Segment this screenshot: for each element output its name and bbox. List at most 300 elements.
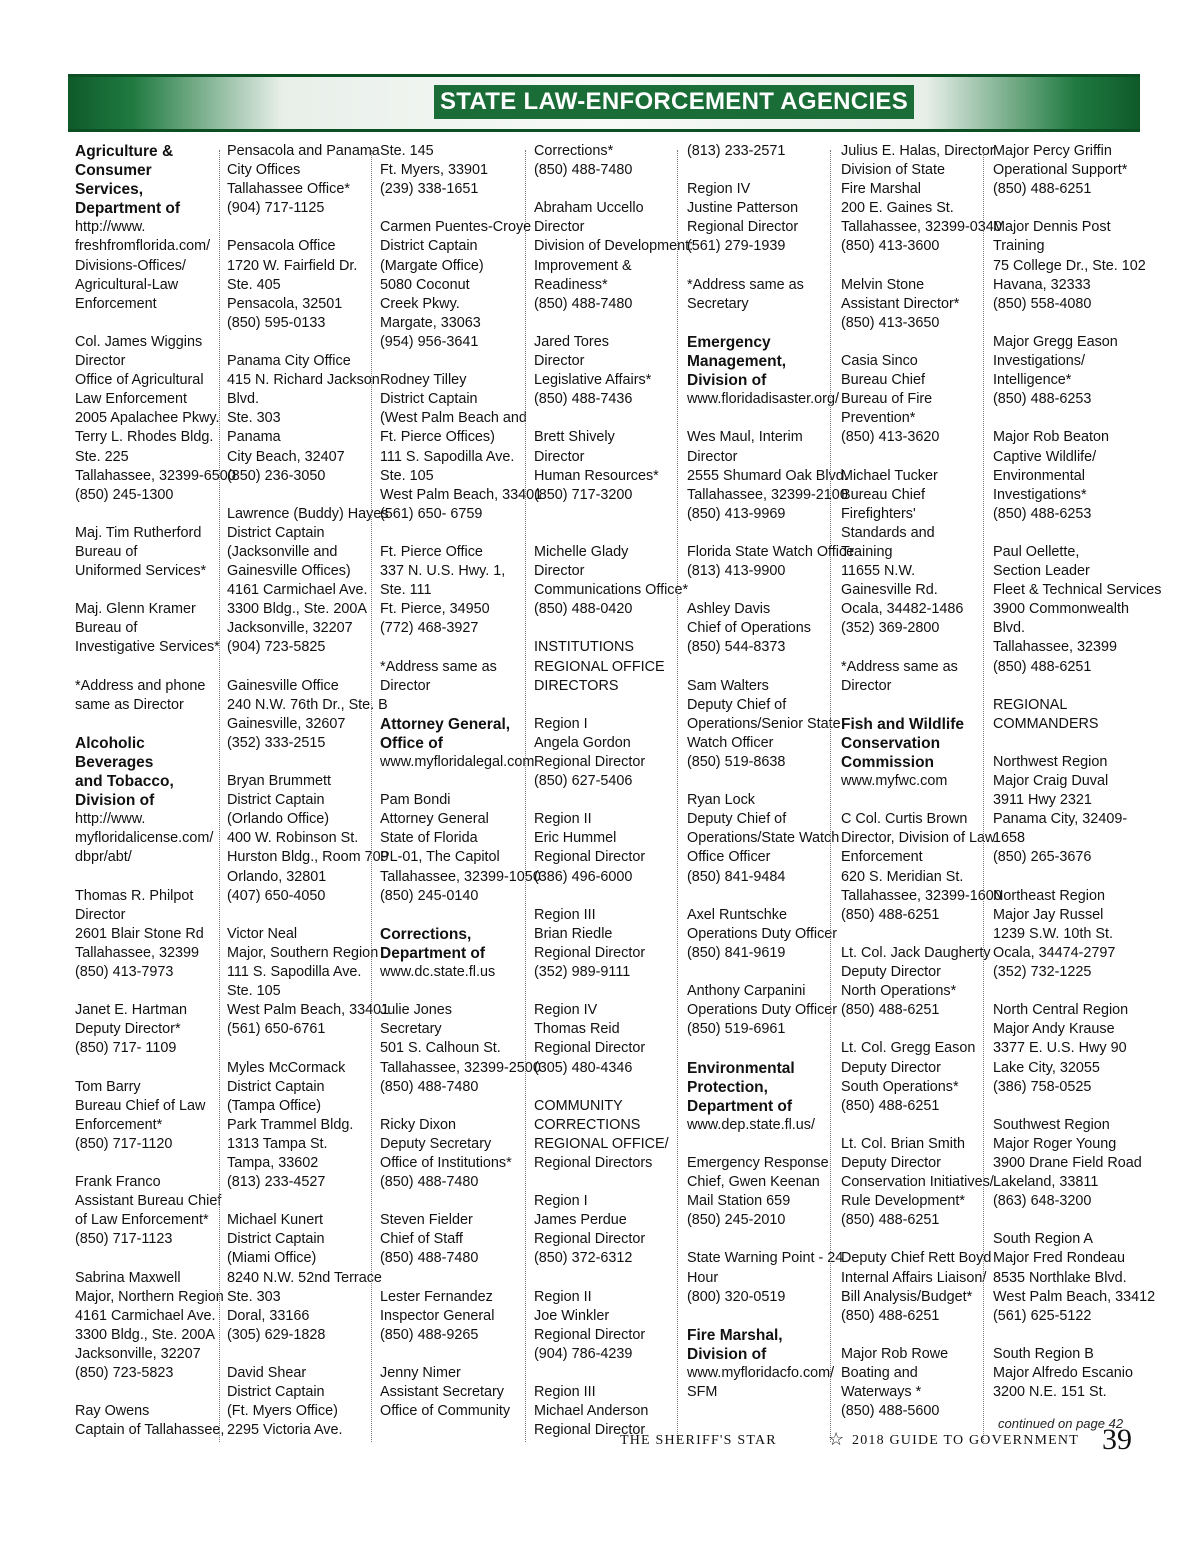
entry-text-line: Standards and [841,524,935,541]
entry-text-line: Ray Owens [75,1403,150,1420]
entry-text-line: Director [534,219,585,236]
entry-text-line: 1720 W. Fairfield Dr. [227,257,358,274]
entry-text-line: dbpr/abt/ [75,849,132,866]
entry-text-line: (850) 245-2010 [687,1212,786,1229]
contact-entry [841,944,989,1020]
entry-text-line: Deputy Director [841,964,941,981]
entry-text-line: Ashley Davis [687,601,771,618]
entry-text-line: State Warning Point - 24 [687,1250,844,1267]
page-number: 39 [1102,1423,1132,1456]
entry-text-line: Region IV [534,1002,598,1019]
entry-text-line: Assistant Secretary [380,1384,504,1401]
entry-text-line: Attorney General [380,811,489,828]
entry-text-line: 1313 Tampa St. [227,1135,328,1152]
entry-text-line: Regional Director [534,849,646,866]
entry-text-line: (Orlando Office) [227,811,330,828]
entry-text-line: Enforcement* [75,1116,163,1133]
entry-text-line: Region I [534,715,588,732]
entry-text-line: South Region B [993,1345,1094,1362]
directory-column-4 [534,142,694,1442]
entry-text-line: 4161 Carmichael Ave. [227,582,368,599]
entry-text-line: Firefighters' [841,505,916,522]
contact-entry [687,982,838,1039]
entry-text-line: Wes Maul, Interim [687,429,803,446]
entry-text-line: (305) 629-1828 [227,1326,326,1343]
entry-text-line: Emergency Response [687,1154,829,1171]
entry-text-line: (561) 650-6761 [227,1021,326,1038]
entry-text-line: Julius E. Halas, Director [841,143,995,159]
entry-text-line: (850) 488-6251 [841,906,940,923]
contact-entry [687,180,835,256]
entry-text-line: Captain of Tallahassee, [75,1422,225,1439]
entry-text-line: Major Craig Duval [993,773,1109,790]
agency-entry [380,715,535,772]
entry-text-line: Axel Runtschke [687,906,787,923]
entry-text-line: INSTITUTIONS [534,639,634,656]
entry-text-line: (850) 488-6251 [841,1307,940,1324]
entry-text-line: (561) 625-5122 [993,1307,1092,1324]
entry-text-line: Gainesville Rd. [841,582,938,599]
entry-text-line: Deputy Secretary [380,1135,492,1152]
entry-text-line: Frank Franco [75,1174,161,1191]
column-divider [219,150,220,1442]
contact-entry [534,428,682,523]
entry-text-line: Deputy Chief of [687,811,787,828]
contact-entry [380,1288,528,1345]
contact-entry [841,142,1002,257]
contact-entry [534,543,689,619]
entry-text-line: (850) 717-1123 [75,1231,173,1248]
entry-text-line: Assistant Bureau Chief [75,1193,222,1210]
entry-text-line: (813) 413-9900 [687,563,786,580]
entry-text-line: Investigations/ [993,353,1085,370]
entry-text-line: Margate, 33063 [380,314,481,331]
entry-text-line: 2601 Blair Stone Rd [75,925,204,942]
directory-column-2 [227,142,390,1442]
entry-text-line: Director [534,353,585,370]
entry-text-line: (850) 413-3600 [841,238,940,255]
entry-text-line: Tallahassee, 32399 [75,944,200,961]
entry-text-line: same as Director [75,696,184,713]
entry-text-line: (850) 488-6253 [993,505,1092,522]
entry-text-line: 3200 N.E. 151 St. [993,1384,1107,1401]
contact-entry [993,753,1141,868]
entry-text-line: Doral, 33166 [227,1307,310,1324]
directory-columns [75,142,1162,1442]
entry-text-line: Maj. Glenn Kramer [75,601,196,618]
entry-text-line: (850) 413-7973 [75,964,174,981]
agency-entry [75,142,223,314]
entry-text-line: Northeast Region [993,887,1105,904]
entry-text-line: Bureau of [75,543,138,560]
entry-text-line: Regional Director [534,1422,646,1439]
entry-text-line: Legislative Affairs* [534,372,652,389]
contact-entry [993,1230,1156,1325]
agency-entry [841,715,989,791]
entry-text-line: (772) 468-3927 [380,620,479,637]
entry-text-line: (239) 338-1651 [380,181,479,198]
entry-text-line: (850) 488-6251 [841,1002,940,1019]
entry-text-line: Blvd. [227,391,259,408]
entry-text-line: (850) 488-6253 [993,391,1092,408]
entry-text-line: Creek Pkwy. [380,295,460,312]
column-divider [677,150,678,1442]
entry-text-line: (904) 786-4239 [534,1345,633,1362]
star-icon: ☆ [828,1429,845,1449]
entry-text-line: 111 S. Sapodilla Ave. [380,448,515,465]
contact-entry [380,218,532,352]
entry-text-line: Lt. Col. Gregg Eason [841,1040,976,1057]
entry-text-line: (850) 245-0140 [380,887,479,904]
agency-name-line: Fire Marshal, [687,1326,783,1344]
contact-entry [227,237,375,332]
agency-name-line: Services, [75,181,144,199]
contact-entry [993,543,1162,677]
entry-text-line: Tallahassee, 32399-6500 [75,467,236,484]
entry-text-line: 2555 Shumard Oak Blvd. [687,467,848,484]
contact-entry [75,333,236,505]
entry-text-line: Gainesville Office [227,677,339,694]
entry-text-line: (850) 488-7480 [380,1174,479,1191]
entry-text-line: West Palm Beach, 33412 [993,1288,1156,1305]
entry-text-line: Hour [687,1269,719,1286]
entry-text-line: Chief, Gwen Keenan [687,1174,820,1191]
entry-text-line: (850) 413-3650 [841,314,940,331]
entry-text-line: www.dep.state.fl.us/ [687,1116,815,1133]
entry-text-line: *Address same as [687,276,804,293]
entry-text-line: Environmental [993,467,1085,484]
entry-text-line: Tampa, 33602 [227,1154,319,1171]
contact-entry [227,1059,375,1193]
entry-text-line: Region II [534,811,592,828]
contact-entry [687,1249,844,1306]
entry-text-line: 8535 Northlake Blvd. [993,1269,1127,1286]
entry-text-line: Human Resources* [534,467,659,484]
entry-text-line: Investigations* [993,486,1087,503]
entry-text-line: Division of Development: [534,238,694,255]
entry-text-line: Tallahassee, 32399-2100 [687,486,848,503]
publication-name: THE SHERIFF'S STAR [620,1433,777,1448]
agency-name-line: Environmental [687,1059,795,1077]
entry-text-line: Major Jay Russel [993,906,1104,923]
agency-name-line: Department of [75,200,181,218]
entry-text-line: (850) 519-6961 [687,1021,786,1038]
entry-text-line: Ste. 145 [380,143,434,159]
entry-text-line: DIRECTORS [534,677,619,694]
entry-text-line: Michael Anderson [534,1403,649,1420]
entry-text-line: (850) 488-6251 [993,181,1092,198]
entry-text-line [534,505,682,524]
entry-text-line: Deputy Director* [75,1021,181,1038]
entry-text-line: Joe Winkler [534,1307,610,1324]
entry-text-line: Florida State Watch Office [687,543,855,560]
entry-text-line: Panama [227,429,281,446]
entry-text-line: SFM [687,1384,718,1401]
entry-text-line: Michelle Glady [534,543,629,560]
entry-text-line: Jacksonville, 32207 [75,1345,201,1362]
agency-entry [687,333,839,409]
contact-entry [841,810,1002,925]
entry-text-line: 400 W. Robinson St. [227,830,359,847]
entry-text-line: West Palm Beach, 33401 [227,1002,390,1019]
contact-entry [841,1039,989,1115]
entry-text-line: Bureau Chief [841,372,925,389]
entry-text-line: (850) 595-0133 [227,314,326,331]
entry-text-line: Jacksonville, 32207 [227,620,353,637]
contact-entry [687,600,835,657]
contact-entry [841,467,989,639]
contact-entry [841,352,989,447]
entry-text-line: (850) 717-3200 [534,486,633,503]
entry-text-line: Major Fred Rondeau [993,1250,1125,1267]
entry-text-line: Sabrina Maxwell [75,1269,181,1286]
entry-text-line: Enforcement [75,295,157,312]
entry-text-line: Gainesville, 32607 [227,715,346,732]
contact-entry [841,276,989,333]
entry-text-line: Uniformed Services* [75,563,207,580]
contact-entry [993,1001,1141,1096]
entry-text-line: Brian Riedle [534,925,613,942]
entry-text-line: Office of Agricultural [75,372,204,389]
entry-text-line: (850) 488-7436 [534,391,633,408]
entry-text-line: (850) 544-8373 [687,639,786,656]
contact-entry [534,810,682,886]
contact-entry [687,1154,835,1230]
entry-text-line: Northwest Region [993,754,1108,770]
entry-text-line: Divisions-Offices/ [75,257,186,274]
entry-text-line: Paul Oellette, [993,543,1080,560]
entry-text-line: Michael Tucker [841,467,938,484]
entry-text-line: 3300 Bldg., Ste. 200A [75,1326,216,1343]
entry-text-line: Bureau of Fire [841,391,933,408]
entry-text-line: Major, Southern Region [227,944,379,961]
entry-text-line: Jenny Nimer [380,1365,461,1381]
entry-text-line: Brett Shively [534,429,615,446]
contact-entry [227,772,389,906]
entry-text-line: Internal Affairs Liaison/ [841,1269,987,1286]
entry-text-line: Ricky Dixon [380,1116,456,1133]
contact-entry [687,428,848,523]
entry-text-line: South Region A [993,1231,1094,1248]
entry-text-line: http://www. [75,811,146,828]
entry-text-line: (850) 236-3050 [227,467,326,484]
contact-entry [380,1211,528,1268]
entry-text-line: Anthony Carpanini [687,983,806,1000]
agency-name-line: Corrections, [380,925,472,943]
entry-text-line: Tallahassee, 32399-1600 [841,887,1002,904]
entry-text-line: Region III [534,906,596,923]
contact-entry [993,887,1141,982]
entry-text-line: Operations/Senior State [687,715,841,732]
contact-entry [534,638,682,695]
contact-entry [380,543,528,638]
contact-entry [687,543,855,581]
entry-text-line: Tom Barry [75,1078,141,1095]
entry-text-line: (850) 627-5406 [534,773,633,790]
entry-text-line: Michael Kunert [227,1212,323,1229]
section-banner [68,74,1140,132]
agency-name-line: Division of [687,372,767,390]
entry-text-line: (305) 480-4346 [534,1059,633,1076]
contact-entry [993,218,1146,313]
contact-entry [687,276,835,314]
entry-text-line: Ste. 111 [380,582,432,599]
entry-text-line: Abraham Uccello [534,200,644,217]
entry-text-line: Captive Wildlife/ [993,448,1097,465]
entry-text-line: Director [75,353,126,370]
entry-text-line: PL-01, The Capitol [380,849,500,866]
entry-text-line: (850) 519-8638 [687,754,786,770]
entry-text-line: Ft. Myers, 33901 [380,162,488,179]
entry-text-line: (850) 488-9265 [380,1326,479,1343]
entry-text-line: 2295 Victoria Ave. [227,1422,343,1439]
contact-entry [534,142,682,180]
entry-text-line: (850) 488-7480 [380,1250,479,1267]
entry-text-line: 75 College Dr., Ste. 102 [993,257,1146,274]
contact-entry [227,677,388,753]
column-divider [830,150,831,1442]
entry-text-line: Major Roger Young [993,1135,1117,1152]
entry-text-line: Readiness* [534,276,608,293]
entry-text-line: Watch Officer [687,734,774,751]
agency-name-line: Consumer [75,162,152,180]
entry-text-line: Boating and [841,1365,918,1381]
entry-text-line: Major Percy Griffin [993,143,1112,159]
entry-text-line: Rodney Tilley [380,372,467,389]
entry-text-line: Ste. 405 [227,276,281,293]
agency-entry [380,925,528,982]
entry-text-line: Agricultural-Law [75,276,179,293]
entry-text-line: 2005 Apalachee Pkwy. [75,410,220,427]
entry-text-line: Regional Director [534,944,646,961]
entry-text-line: REGIONAL OFFICE/ [534,1135,669,1152]
entry-text-line: Carmen Puentes-Croye [380,219,532,236]
entry-text-line: (813) 233-2571 [687,143,786,159]
contact-entry [841,658,989,696]
entry-text-line: Pensacola and Panama [227,143,380,159]
entry-text-line: Training [993,238,1045,255]
contact-entry [993,1116,1141,1211]
entry-text-line: www.dc.state.fl.us [380,964,496,981]
entry-text-line: Blvd. [993,620,1025,637]
entry-text-line: Ste. 225 [75,448,129,465]
entry-text-line: (850) 841-9484 [687,868,786,885]
contact-entry [227,505,389,658]
entry-text-line: Gainesville Offices) [227,563,351,580]
entry-text-line: (850) 488-7480 [534,295,633,312]
entry-text-line: Thomas R. Philpot [75,887,194,904]
entry-text-line: Ste. 105 [227,983,281,1000]
contact-entry [993,696,1141,734]
entry-text-line: Deputy Director [841,1059,941,1076]
entry-text-line: David Shear [227,1365,307,1381]
entry-text-line: www.myfloridacfo.com/ [687,1365,835,1381]
entry-text-line: Deputy Chief Rett Boyd [841,1250,992,1267]
entry-text-line: Orlando, 32801 [227,868,327,885]
entry-text-line: Director [687,448,738,465]
entry-text-line: Director [534,448,585,465]
entry-text-line: Director [841,677,892,694]
contact-entry [993,1345,1141,1402]
entry-text-line: Improvement & [534,257,632,274]
contact-entry [75,677,223,715]
entry-text-line: www.myfwc.com [841,773,948,790]
contact-entry [227,925,390,1040]
page-footer [620,1425,1134,1455]
entry-text-line: (Margate Office) [380,257,484,274]
entry-text-line: (850) 841-9619 [687,944,786,961]
entry-text-line: Casia Sinco [841,353,918,370]
contact-entry [534,1288,682,1364]
entry-text-line: Regional Director [534,1231,646,1248]
entry-text-line: (850) 245-1300 [75,486,174,503]
contact-entry [687,142,835,161]
entry-text-line: Ft. Pierce Offices) [380,429,495,446]
contact-entry [75,1001,223,1058]
entry-text-line: (850) 558-4080 [993,295,1092,312]
entry-text-line: Bryan Brummett [227,773,331,790]
agency-name-line: Conservation [841,734,941,752]
entry-text-line: Ryan Lock [687,792,755,809]
contact-entry [841,1135,994,1230]
entry-text-line: (386) 758-0525 [993,1078,1092,1095]
entry-text-line: Secretary [380,1021,442,1038]
entry-text-line: 11655 N.W. [841,563,916,580]
entry-text-line: Director [534,563,585,580]
entry-text-line: COMMUNITY [534,1097,623,1114]
entry-text-line: Regional Directors [534,1154,653,1171]
entry-text-line: Tallahassee, 32399-2500 [380,1059,541,1076]
entry-text-line: North Operations* [841,983,957,1000]
entry-text-line: (Miami Office) [227,1250,317,1267]
entry-text-line: www.floridadisaster.org/ [687,391,839,408]
entry-text-line: (850) 488-7480 [380,1078,479,1095]
contact-entry [534,199,694,314]
entry-text-line: 200 E. Gaines St. [841,200,954,217]
agency-name-line: Attorney General, [380,715,511,733]
entry-text-line: (850) 717-1120 [75,1135,173,1152]
entry-text-line: Regional Director [687,219,799,236]
entry-text-line: 1658 [993,830,1026,847]
entry-text-line: myfloridalicense.com/ [75,830,214,847]
agency-name-line: Emergency [687,333,771,351]
entry-text-line: Operational Support* [993,162,1128,179]
entry-text-line: CORRECTIONS [534,1116,641,1133]
entry-text-line: Regional Director [534,1326,646,1343]
entry-text-line: Director, Division of Law [841,830,996,847]
entry-text-line: (850) 265-3676 [993,849,1092,866]
entry-text-line: Office of Community [380,1403,511,1420]
guide-title: 2018 GUIDE TO GOVERNMENT [852,1433,1079,1448]
entry-text-line: of Law Enforcement* [75,1212,209,1229]
entry-text-line: (561) 279-1939 [687,238,786,255]
entry-text-line: Sam Walters [687,677,769,694]
entry-text-line: (850) 488-5600 [841,1403,940,1420]
entry-text-line: 3377 E. U.S. Hwy 90 [993,1040,1127,1057]
entry-text-line: Janet E. Hartman [75,1002,187,1019]
agency-name-line: Commission [841,754,935,771]
entry-text-line: James Perdue [534,1212,627,1229]
agency-entry [687,1326,835,1402]
entry-text-line: 501 S. Calhoun St. [380,1040,501,1057]
entry-text-line: Park Trammel Bldg. [227,1116,354,1133]
entry-text-line: District Captain [380,238,478,255]
entry-text-line: 4161 Carmichael Ave. [75,1307,216,1324]
entry-text-line: (Tampa Office) [227,1097,322,1114]
entry-text-line: Office Officer [687,849,771,866]
contact-entry [993,333,1141,409]
entry-text-line: City Beach, 32407 [227,448,345,465]
